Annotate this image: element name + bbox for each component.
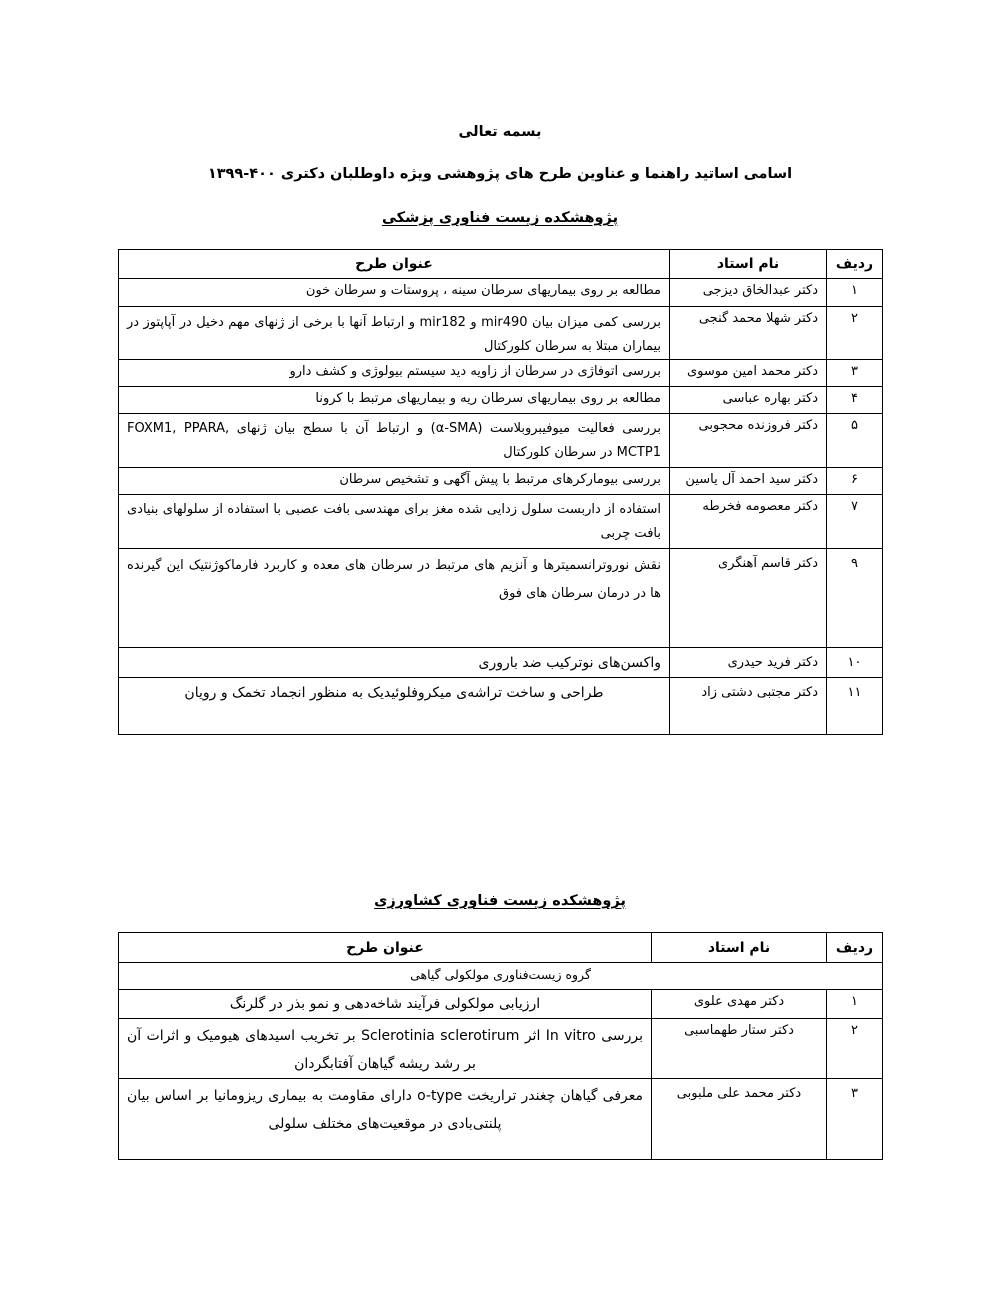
column-header-row-number: ردیف [827, 250, 883, 279]
supervisor-name: دکتر محمد امین موسوی [670, 360, 827, 387]
project-title: نقش نوروترانسمیترها و آنزیم های مرتبط در سرطان های معده و کاربرد فارماکوژنتیک این گیرنده ها در درمان سرطان های فوق [119, 549, 670, 648]
column-header-project-title: عنوان طرح [119, 933, 652, 963]
table-row [119, 387, 883, 414]
supervisor-name: دکتر ستار طهماسبی [652, 1019, 827, 1079]
table-row [119, 648, 883, 678]
supervisor-name: دکتر محمد علی ملبوبی [652, 1079, 827, 1160]
row-number: ۲ [827, 307, 883, 360]
project-title: بررسی فعالیت میوفیبروبلاست (α-SMA) و ارتباط آن با سطح بیان ژنهای FOXM1, PPARA, MCTP1 در سرطان کلورکتال [119, 414, 670, 468]
supervisor-name: دکتر قاسم آهنگری [670, 549, 827, 648]
row-number: ۵ [827, 414, 883, 468]
supervisor-name: دکتر معصومه فخرطه [670, 495, 827, 549]
project-title: بررسی بیومارکرهای مرتبط با پیش آگهی و تشخیص سرطان [119, 468, 670, 495]
row-number: ۱۰ [827, 648, 883, 678]
column-header-project-title: عنوان طرح [119, 250, 670, 279]
project-title: واکسن‌های نوترکیب ضد باروری [119, 648, 670, 678]
supervisor-name: دکتر سید احمد آل یاسین [670, 468, 827, 495]
group-row [119, 963, 883, 990]
medical-biotech-table [118, 249, 883, 735]
table-row [119, 678, 883, 735]
project-title: مطالعه بر روی بیماریهای سرطان سینه ، پروستات و سرطان خون [119, 279, 670, 307]
table-header-row [119, 250, 883, 279]
table-row [119, 360, 883, 387]
table-row [119, 1079, 883, 1160]
table-row [119, 1019, 883, 1079]
supervisor-name: دکتر عبدالخاق دیزجی [670, 279, 827, 307]
supervisor-name: دکتر فرید حیدری [670, 648, 827, 678]
project-title: معرفی گیاهان چغندر تراریخت o-type دارای مقاومت به بیماری ریزومانیا بر اساس بیان پلنتی‌بادی در موقعیت‌های مختلف سلولی [119, 1079, 652, 1160]
project-title: طراحی و ساخت تراشه‌ی میکروفلوئیدیک به منظور انجماد تخمک و رویان [119, 678, 670, 735]
row-number: ۱ [827, 990, 883, 1019]
table-row [119, 414, 883, 468]
agri-biotech-table [118, 932, 883, 1160]
table-row [119, 307, 883, 360]
project-title: مطالعه بر روی بیماریهای سرطان ریه و بیماریهای مرتبط با کرونا [119, 387, 670, 414]
project-title: بررسی اتوفاژی در سرطان از زاویه دید سیستم بیولوژی و کشف دارو [119, 360, 670, 387]
group-label: گروه زیست‌فناوری مولکولی گیاهی [119, 963, 883, 990]
project-title: ارزیابی مولکولی فرآیند شاخه‌دهی و نمو بذر در گلرنگ [119, 990, 652, 1019]
project-title: بررسی In vitro اثر Sclerotinia sclerotirum بر تخریب اسیدهای هیومیک و اثرات آن بر رشد ریشه گیاهان آفتابگردان [119, 1019, 652, 1079]
row-number: ۴ [827, 387, 883, 414]
row-number: ۳ [827, 1079, 883, 1160]
main-title: اسامی اساتید راهنما و عناوین طرح های پژوهشی ویژه داوطلبان دکتری ۴۰۰-۱۳۹۹ [207, 166, 793, 182]
supervisor-name: دکتر بهاره عباسی [670, 387, 827, 414]
row-number: ۱ [827, 279, 883, 307]
section2-title: پژوهشکده زیست فناوری کشاورزی [374, 893, 626, 909]
section1-title: پژوهشکده زیست فناوری پزشکی [381, 210, 619, 226]
row-number: ۷ [827, 495, 883, 549]
row-number: ۱۱ [827, 678, 883, 735]
column-header-supervisor: نام استاد [670, 250, 827, 279]
project-title: بررسی کمی میزان بیان mir490 و mir182 و ارتباط آنها با برخی از ژنهای مهم دخیل در آپاپتوز در بیماران مبتلا به سرطان کلورکتال [119, 307, 670, 360]
table-row [119, 990, 883, 1019]
table-row [119, 495, 883, 549]
table-row [119, 279, 883, 307]
row-number: ۹ [827, 549, 883, 648]
supervisor-name: دکتر مجتبی دشتی زاد [670, 678, 827, 735]
row-number: ۲ [827, 1019, 883, 1079]
supervisor-name: دکتر شهلا محمد گنجی [670, 307, 827, 360]
column-header-supervisor: نام استاد [652, 933, 827, 963]
table-row [119, 549, 883, 648]
row-number: ۳ [827, 360, 883, 387]
table-row [119, 468, 883, 495]
row-number: ۶ [827, 468, 883, 495]
table-header-row [119, 933, 883, 963]
project-title: استفاده از داربست سلول زدایی شده مغز برای مهندسی بافت عصبی با استفاده از سلولهای بنیادی بافت چربی [119, 495, 670, 549]
basmala: بسمه تعالی [458, 124, 542, 140]
supervisor-name: دکتر مهدی علوی [652, 990, 827, 1019]
column-header-row-number: ردیف [827, 933, 883, 963]
supervisor-name: دکتر فروزنده محجوبی [670, 414, 827, 468]
